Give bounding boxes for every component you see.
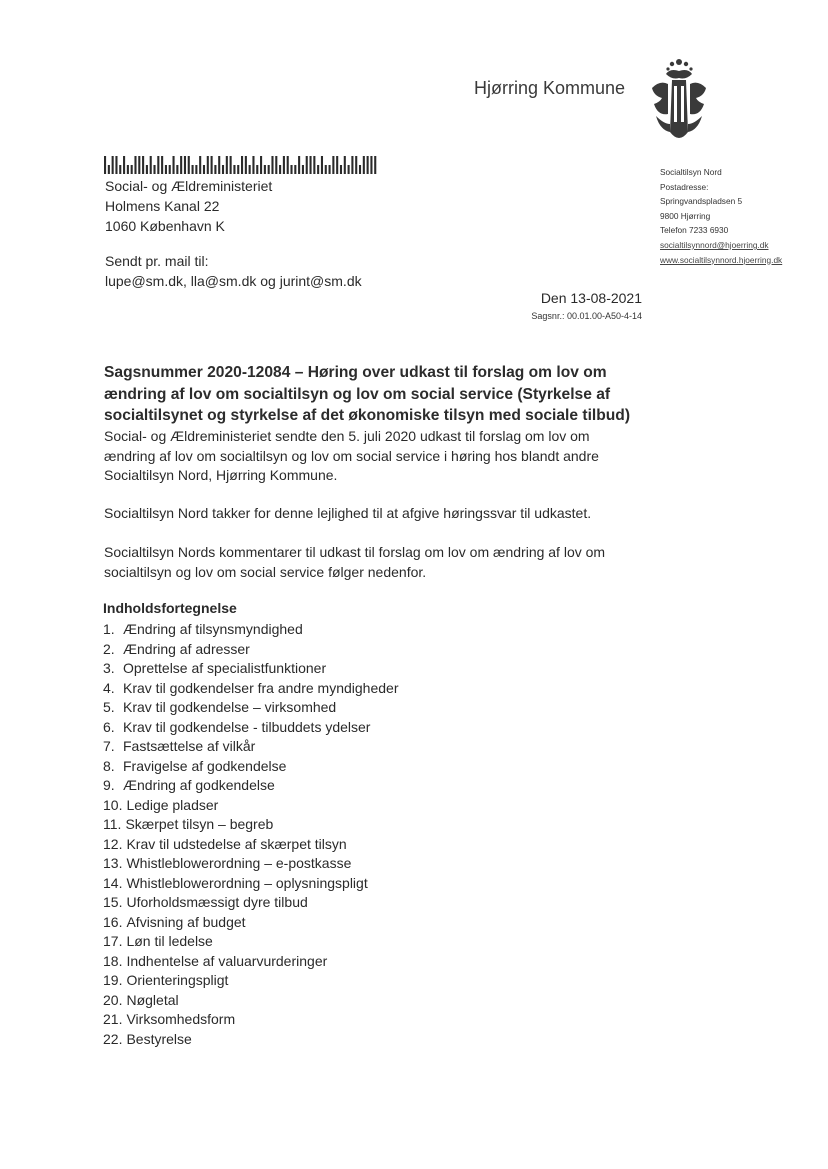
- barcode-bar: [226, 156, 228, 174]
- toc-item-number: 17.: [103, 933, 123, 949]
- comments-paragraph: [104, 543, 605, 582]
- barcode-bar: [176, 165, 178, 174]
- letter-date: Den 13-08-2021: [540, 290, 642, 306]
- barcode-bar: [363, 156, 365, 174]
- barcode-bar: [287, 156, 289, 174]
- barcode-bar: [199, 156, 201, 174]
- toc-item-number: 6.: [103, 718, 115, 735]
- intro-line-3: Socialtilsyn Nord, Hjørring Kommune.: [104, 467, 338, 483]
- toc-item-number: 18.: [103, 952, 123, 969]
- sender-department: Socialtilsyn Nord: [660, 167, 722, 177]
- recipient-address: [105, 176, 272, 236]
- barcode-bar: [279, 165, 281, 174]
- barcode-bar: [355, 156, 357, 174]
- toc-item-number: 15.: [103, 894, 123, 910]
- barcode-bar: [336, 156, 338, 174]
- toc-item: [103, 971, 399, 991]
- toc-item-label: Krav til godkendelse - tilbuddets ydelser: [123, 718, 371, 735]
- toc-item-label: Krav til godkendelse – virksomhed: [123, 699, 337, 715]
- toc-item-number: 10.: [103, 796, 123, 813]
- toc-item-label: Whistleblowerordning – oplysningspligt: [126, 874, 368, 891]
- barcode-bar: [294, 165, 296, 174]
- barcode-bar: [192, 165, 194, 174]
- sender-website-link[interactable]: www.socialtilsynnord.hjoerring.dk: [660, 254, 783, 265]
- sender-phone: Telefon 7233 6930: [660, 225, 729, 236]
- toc-item-number: 11.: [103, 816, 122, 832]
- barcode-bar: [188, 156, 190, 174]
- barcode-bar: [222, 165, 224, 174]
- barcode-bar: [260, 156, 262, 174]
- barcode-bar: [211, 156, 213, 174]
- toc-item-number: 7.: [103, 738, 115, 754]
- recipient-line-1: Social- og Ældreministeriet: [105, 178, 273, 194]
- barcode-bar: [256, 165, 258, 174]
- barcode-bar: [161, 156, 163, 174]
- toc-item: [103, 776, 399, 796]
- barcode-bar: [332, 156, 334, 174]
- toc-item-number: 12.: [103, 835, 123, 852]
- barcode-bar: [275, 156, 277, 174]
- toc-item-number: 3.: [103, 660, 115, 676]
- toc-item: [103, 679, 399, 699]
- toc-item-label: Virksomhedsform: [126, 1011, 236, 1027]
- toc-item: [103, 620, 399, 640]
- barcode-bar: [252, 156, 254, 174]
- toc-item-label: Fastsættelse af vilkår: [123, 738, 256, 754]
- sender-address-label: Postadresse:: [660, 181, 709, 192]
- toc-item: [103, 796, 399, 816]
- barcode-bar: [329, 165, 331, 174]
- barcode-bar: [218, 156, 220, 174]
- barcode-bar: [310, 156, 312, 174]
- sender-email-link[interactable]: socialtilsynnord@hjoerring.dk: [660, 239, 769, 250]
- toc-item: [103, 913, 399, 933]
- toc-item: [103, 718, 399, 738]
- toc-item-label: Fravigelse af godkendelse: [123, 757, 287, 774]
- toc-title: Indholdsfortegnelse: [103, 600, 237, 616]
- toc-item: [103, 698, 399, 718]
- toc-item: [103, 874, 399, 894]
- barcode-bar: [317, 165, 319, 174]
- toc-item-label: Skærpet tilsyn – begreb: [125, 816, 274, 832]
- barcode-bar: [370, 156, 372, 174]
- heading-line-3: socialtilsynet og styrkelse af det økonomiske tilsyn med sociale tilbud): [104, 407, 631, 424]
- case-number: Sagsnr.: 00.01.00-A50-4-14: [531, 311, 642, 321]
- barcode-bar: [207, 156, 209, 174]
- recipient-line-2: Holmens Kanal 22: [105, 198, 220, 214]
- toc-item: [103, 737, 399, 757]
- toc-item-label: Ændring af tilsynsmyndighed: [123, 621, 303, 637]
- barcode-bar: [374, 156, 376, 174]
- letter-heading: [104, 362, 630, 427]
- barcode-bar: [237, 165, 239, 174]
- barcode-bar: [325, 165, 327, 174]
- barcode-bar: [351, 156, 353, 174]
- toc-item: [103, 1030, 399, 1050]
- sender-block: [660, 165, 782, 267]
- barcode-bar: [233, 165, 235, 174]
- barcode-bar: [142, 156, 144, 174]
- municipality-logo-icon: [646, 54, 720, 146]
- barcode-bar: [290, 165, 292, 174]
- barcode-bar: [184, 156, 186, 174]
- barcode-bar: [214, 165, 216, 174]
- toc-item-label: Ændring af godkendelse: [123, 777, 275, 793]
- barcode-bar: [302, 165, 304, 174]
- thanks-paragraph: Socialtilsyn Nord takker for denne lejlighed til at afgive høringssvar til udkastet.: [104, 505, 592, 521]
- barcode-bar: [348, 165, 350, 174]
- postal-barcode: [104, 156, 378, 174]
- sender-postal: 9800 Hjørring: [660, 210, 711, 221]
- barcode-bar: [230, 156, 232, 174]
- toc-item-number: 4.: [103, 679, 115, 696]
- barcode-bar: [245, 156, 247, 174]
- toc-item-number: 16.: [103, 913, 123, 930]
- toc-item-label: Whistleblowerordning – e-postkasse: [126, 855, 352, 871]
- heading-line-1: Sagsnummer 2020-12084 – Høring over udkast til forslag om lov om: [104, 364, 607, 381]
- toc-item: [103, 1010, 399, 1030]
- toc-item-number: 21.: [103, 1011, 123, 1027]
- barcode-bar: [180, 156, 182, 174]
- toc-item: [103, 952, 399, 972]
- barcode-bar: [367, 156, 369, 174]
- barcode-bar: [127, 165, 129, 174]
- barcode-bar: [283, 156, 285, 174]
- barcode-bar: [271, 156, 273, 174]
- toc-item-label: Afvisning af budget: [126, 913, 246, 930]
- toc-item-number: 22.: [103, 1030, 123, 1047]
- toc-item-number: 20.: [103, 991, 123, 1008]
- toc-item-label: Krav til godkendelser fra andre myndigheder: [123, 679, 399, 696]
- barcode-bar: [264, 165, 266, 174]
- toc-item-label: Orienteringspligt: [126, 972, 229, 988]
- toc-item-label: Løn til ledelse: [126, 933, 213, 949]
- toc-item-number: 8.: [103, 757, 115, 774]
- toc-item-label: Oprettelse af specialistfunktioner: [123, 660, 327, 676]
- toc-item-label: Krav til udstedelse af skærpet tilsyn: [126, 835, 347, 852]
- barcode-bar: [123, 156, 125, 174]
- barcode-bar: [112, 156, 114, 174]
- toc-item: [103, 854, 399, 874]
- organization-name: Hjørring Kommune: [474, 78, 626, 98]
- toc-item: [103, 893, 399, 913]
- toc-item-number: 1.: [103, 621, 115, 637]
- barcode-bar: [340, 165, 342, 174]
- toc-item-label: Nøgletal: [126, 991, 179, 1008]
- toc-item: [103, 640, 399, 660]
- toc-item-number: 5.: [103, 699, 115, 715]
- toc-item: [103, 815, 399, 835]
- sent-via-block: [105, 251, 362, 291]
- comments-line-2: socialtilsyn og lov om social service følger nedenfor.: [104, 563, 427, 580]
- barcode-bar: [306, 156, 308, 174]
- barcode-bar: [131, 165, 133, 174]
- barcode-bar: [134, 156, 136, 174]
- barcode-bar: [344, 156, 346, 174]
- barcode-bar: [268, 165, 270, 174]
- barcode-bar: [203, 165, 205, 174]
- heading-line-2: ændring af lov om socialtilsyn og lov om social service (Styrkelse af: [104, 385, 611, 403]
- intro-line-1: Social- og Ældreministeriet sendte den 5. juli 2020 udkast til forslag om lov om: [104, 428, 590, 444]
- barcode-bar: [157, 156, 159, 174]
- sender-street: Springvandspladsen 5: [660, 196, 743, 207]
- barcode-bar: [298, 156, 300, 174]
- toc-item-number: 13.: [103, 855, 123, 871]
- toc-item-label: Ledige pladser: [126, 796, 219, 813]
- barcode-bar: [241, 156, 243, 174]
- barcode-bar: [115, 156, 117, 174]
- comments-line-1: Socialtilsyn Nords kommentarer til udkast til forslag om lov om ændring af lov om: [104, 544, 606, 560]
- toc-item: [103, 835, 399, 855]
- barcode-bar: [169, 165, 171, 174]
- barcode-bar: [108, 165, 110, 174]
- toc-item: [103, 991, 399, 1011]
- barcode-bar: [313, 156, 315, 174]
- barcode-bar: [173, 156, 175, 174]
- toc-item-number: 14.: [103, 874, 123, 891]
- toc-item: [103, 659, 399, 679]
- intro-line-2: ændring af lov om socialtilsyn og lov om social service i høring hos blandt andre: [104, 447, 599, 464]
- barcode-bar: [195, 165, 197, 174]
- barcode-bar: [104, 156, 106, 174]
- toc-item-label: Ændring af adresser: [123, 640, 250, 657]
- barcode-bar: [146, 165, 148, 174]
- toc-item-label: Bestyrelse: [126, 1030, 192, 1047]
- barcode-bar: [165, 165, 167, 174]
- toc-item-label: Uforholdsmæssigt dyre tilbud: [126, 894, 308, 910]
- barcode-bar: [153, 165, 155, 174]
- toc-item-label: Indhentelse af valuarvurderinger: [126, 952, 328, 969]
- intro-paragraph: [104, 427, 599, 486]
- toc-item: [103, 757, 399, 777]
- sent-via-addresses: lupe@sm.dk, lla@sm.dk og jurint@sm.dk: [105, 273, 362, 289]
- toc-item: [103, 932, 399, 952]
- toc-list: [103, 620, 399, 1049]
- barcode-bar: [119, 165, 121, 174]
- toc-item-number: 2.: [103, 640, 115, 657]
- barcode-bar: [138, 156, 140, 174]
- barcode-bar: [150, 156, 152, 174]
- toc-item-number: 9.: [103, 777, 115, 793]
- sent-via-label: Sendt pr. mail til:: [105, 253, 209, 269]
- barcode-bar: [249, 165, 251, 174]
- toc-item-number: 19.: [103, 972, 123, 988]
- recipient-line-3: 1060 København K: [105, 218, 225, 234]
- barcode-bar: [321, 156, 323, 174]
- barcode-bar: [359, 165, 361, 174]
